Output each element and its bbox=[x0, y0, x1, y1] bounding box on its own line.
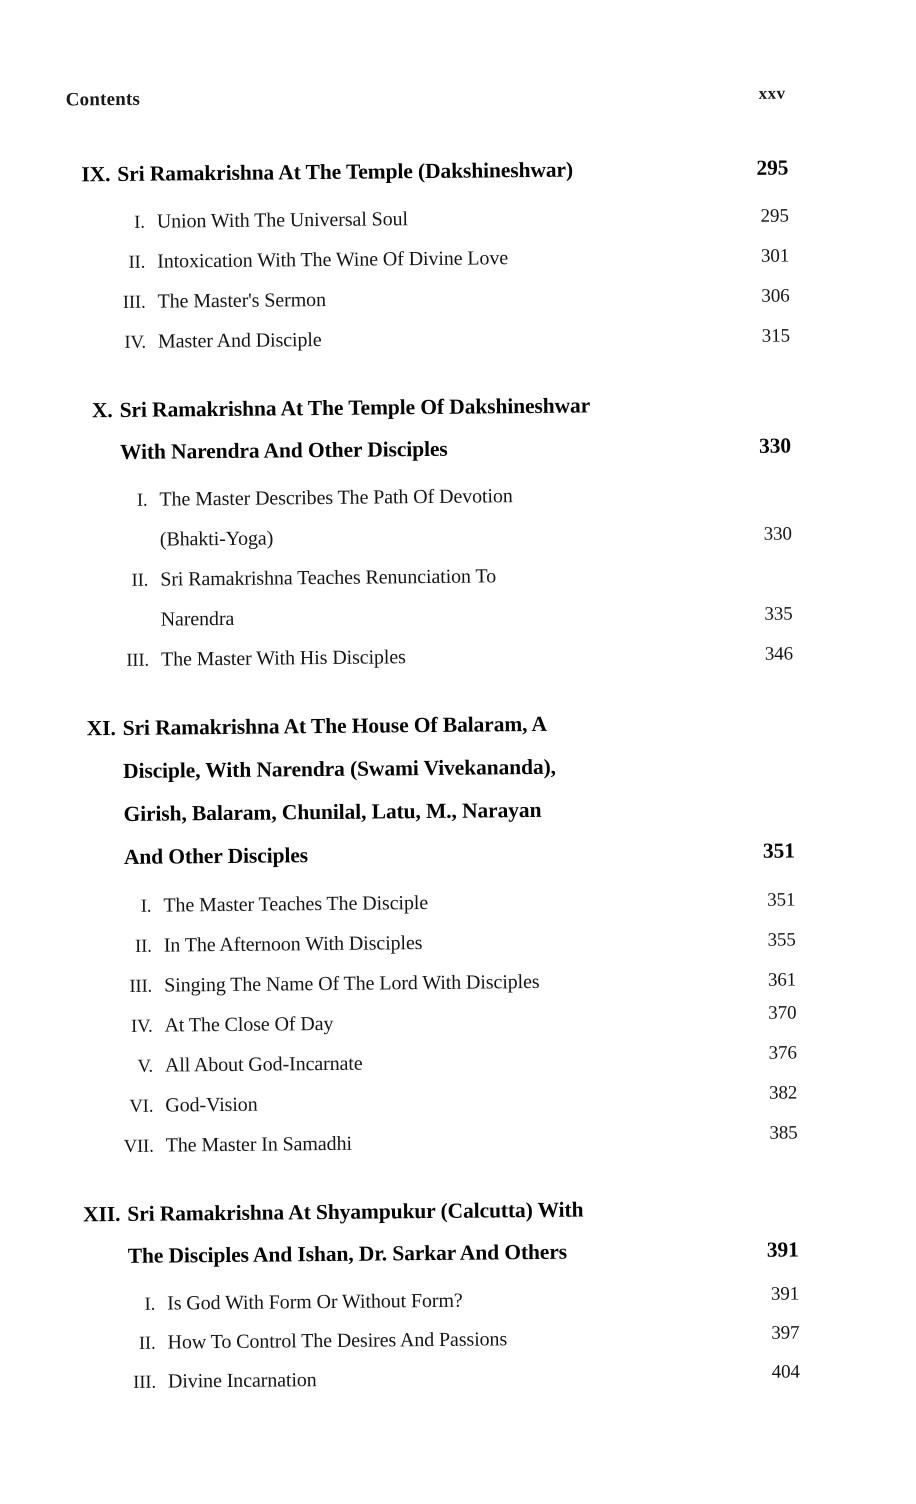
chapter-title: Sri Ramakrishna At The Temple (Dakshineshwar) bbox=[117, 157, 574, 186]
section-title: Master And Disciple bbox=[157, 329, 322, 353]
section-number: II. bbox=[138, 1333, 156, 1354]
section-title: The Master In Samadhi bbox=[165, 1132, 352, 1157]
section-title: In The Afternoon With Disciples bbox=[163, 932, 423, 957]
section-number: III. bbox=[133, 1372, 157, 1393]
toc-entry[interactable] bbox=[68, 317, 790, 364]
section-page-number: 295 bbox=[760, 205, 789, 227]
section-page-number: 315 bbox=[761, 325, 791, 347]
section-title: The Master Describes The Path Of Devotion bbox=[159, 485, 513, 511]
section-number: VI. bbox=[129, 1096, 154, 1117]
section-title: At The Close Of Day bbox=[164, 1012, 334, 1037]
chapter-heading-line bbox=[73, 830, 795, 880]
section-page-number: 370 bbox=[768, 1002, 797, 1024]
section-title: Divine Incarnation bbox=[167, 1369, 317, 1393]
section-page-number: 391 bbox=[770, 1283, 800, 1305]
toc-entry[interactable] bbox=[75, 1040, 797, 1087]
toc-entry[interactable] bbox=[73, 881, 795, 928]
section-page-number: 397 bbox=[771, 1322, 800, 1344]
section-number: II. bbox=[135, 936, 152, 957]
table-of-contents bbox=[66, 147, 800, 1405]
section-title: All About God-Incarnate bbox=[164, 1052, 363, 1077]
toc-entry[interactable] bbox=[71, 635, 793, 682]
section-page-number: 361 bbox=[767, 969, 797, 991]
chapter-page-number: 391 bbox=[766, 1237, 799, 1262]
chapter-title: Girish, Balaram, Chunilal, Latu, M., Narayan bbox=[123, 797, 542, 826]
running-head-title: Contents bbox=[65, 88, 141, 111]
toc-chapter[interactable] bbox=[76, 1186, 800, 1402]
toc-entry[interactable] bbox=[67, 197, 789, 244]
section-title: Narendra bbox=[160, 607, 235, 631]
chapter-number: X. bbox=[91, 398, 113, 423]
section-number: VII. bbox=[123, 1136, 154, 1157]
section-number: III. bbox=[122, 292, 146, 313]
section-number: V. bbox=[137, 1056, 154, 1077]
chapter-sections bbox=[69, 475, 793, 682]
section-number: IV. bbox=[130, 1016, 153, 1037]
toc-chapter[interactable] bbox=[66, 147, 790, 364]
chapter-sections bbox=[77, 1278, 800, 1402]
section-number: I. bbox=[144, 1294, 156, 1315]
chapter-heading-line bbox=[72, 744, 794, 794]
chapter-sections bbox=[67, 197, 791, 364]
section-title: The Master's Sermon bbox=[157, 288, 327, 313]
section-title: Sri Ramakrishna Teaches Renunciation To bbox=[160, 565, 497, 591]
chapter-page-number: 295 bbox=[756, 155, 789, 180]
section-page-number: 330 bbox=[763, 523, 792, 545]
toc-entry[interactable] bbox=[70, 515, 792, 562]
toc-entry[interactable] bbox=[74, 960, 796, 1007]
chapter-number: XII. bbox=[82, 1201, 121, 1227]
chapter-title: The Disciples And Ishan, Dr. Sarkar And Others bbox=[127, 1239, 568, 1268]
chapter-number: IX. bbox=[81, 162, 111, 187]
running-head bbox=[66, 83, 786, 112]
section-page-number: 385 bbox=[769, 1122, 798, 1144]
section-number: I. bbox=[140, 896, 152, 917]
chapter-number: XI. bbox=[86, 716, 116, 741]
section-number: II. bbox=[131, 570, 149, 591]
section-number: III. bbox=[126, 650, 150, 671]
toc-entry[interactable] bbox=[69, 475, 791, 522]
section-page-number: 301 bbox=[760, 245, 790, 267]
section-number: IV. bbox=[124, 332, 147, 353]
section-title: (Bhakti-Yoga) bbox=[159, 527, 274, 551]
chapter-title: Sri Ramakrishna At The Temple Of Dakshineshwar bbox=[119, 393, 591, 422]
toc-chapter[interactable] bbox=[71, 701, 797, 1168]
section-page-number: 376 bbox=[768, 1042, 797, 1064]
section-page-number: 335 bbox=[764, 603, 793, 625]
chapter-heading-line bbox=[77, 1228, 799, 1277]
section-title: God-Vision bbox=[165, 1093, 258, 1117]
chapter-sections bbox=[73, 881, 798, 1168]
chapter-heading-line bbox=[76, 1186, 798, 1235]
section-title: How To Control The Desires And Passions bbox=[167, 1328, 508, 1354]
chapter-title: With Narendra And Other Disciples bbox=[119, 436, 448, 464]
section-title: Union With The Universal Soul bbox=[156, 208, 409, 233]
toc-entry[interactable] bbox=[75, 1080, 797, 1127]
chapter-heading-line bbox=[69, 425, 791, 474]
chapter-page-number: 351 bbox=[762, 838, 796, 863]
section-page-number: 346 bbox=[764, 643, 794, 665]
section-page-number: 306 bbox=[761, 285, 790, 307]
chapter-heading-line bbox=[66, 147, 788, 196]
section-title: Singing The Name Of The Lord With Disciples bbox=[164, 970, 540, 997]
toc-entry[interactable] bbox=[70, 595, 792, 642]
toc-entry[interactable] bbox=[67, 237, 789, 284]
toc-entry[interactable] bbox=[74, 1000, 796, 1047]
toc-entry[interactable] bbox=[78, 1356, 800, 1402]
section-number: II. bbox=[128, 252, 146, 273]
section-number: I. bbox=[136, 490, 148, 511]
section-page-number: 404 bbox=[771, 1361, 800, 1383]
toc-chapter[interactable] bbox=[68, 383, 793, 682]
chapter-heading-line bbox=[72, 787, 794, 837]
section-number: I. bbox=[134, 212, 145, 233]
chapter-page-number: 330 bbox=[758, 433, 792, 458]
chapter-title: Sri Ramakrishna At Shyampukur (Calcutta) With bbox=[127, 1197, 584, 1226]
chapter-heading-line bbox=[71, 701, 793, 751]
section-title: Intoxication With The Wine Of Divine Love bbox=[157, 247, 509, 273]
section-number: III. bbox=[129, 976, 153, 997]
toc-entry[interactable] bbox=[74, 920, 796, 967]
toc-entry[interactable] bbox=[67, 277, 789, 324]
section-title: The Master Teaches The Disciple bbox=[163, 892, 429, 917]
section-title: The Master With His Disciples bbox=[160, 646, 406, 671]
toc-entry[interactable] bbox=[76, 1120, 798, 1167]
running-head-folio: xxv bbox=[758, 83, 786, 103]
chapter-title: Disciple, With Narendra (Swami Vivekananda), bbox=[122, 754, 557, 783]
chapter-title: And Other Disciples bbox=[123, 843, 309, 869]
section-page-number: 382 bbox=[768, 1082, 798, 1104]
chapter-title: Sri Ramakrishna At The House Of Balaram, A bbox=[122, 711, 548, 740]
chapter-heading-line bbox=[68, 383, 790, 432]
toc-entry[interactable] bbox=[70, 555, 792, 602]
section-page-number: 351 bbox=[767, 889, 796, 911]
section-page-number: 355 bbox=[767, 929, 796, 951]
section-title: Is God With Form Or Without Form? bbox=[167, 1289, 463, 1315]
